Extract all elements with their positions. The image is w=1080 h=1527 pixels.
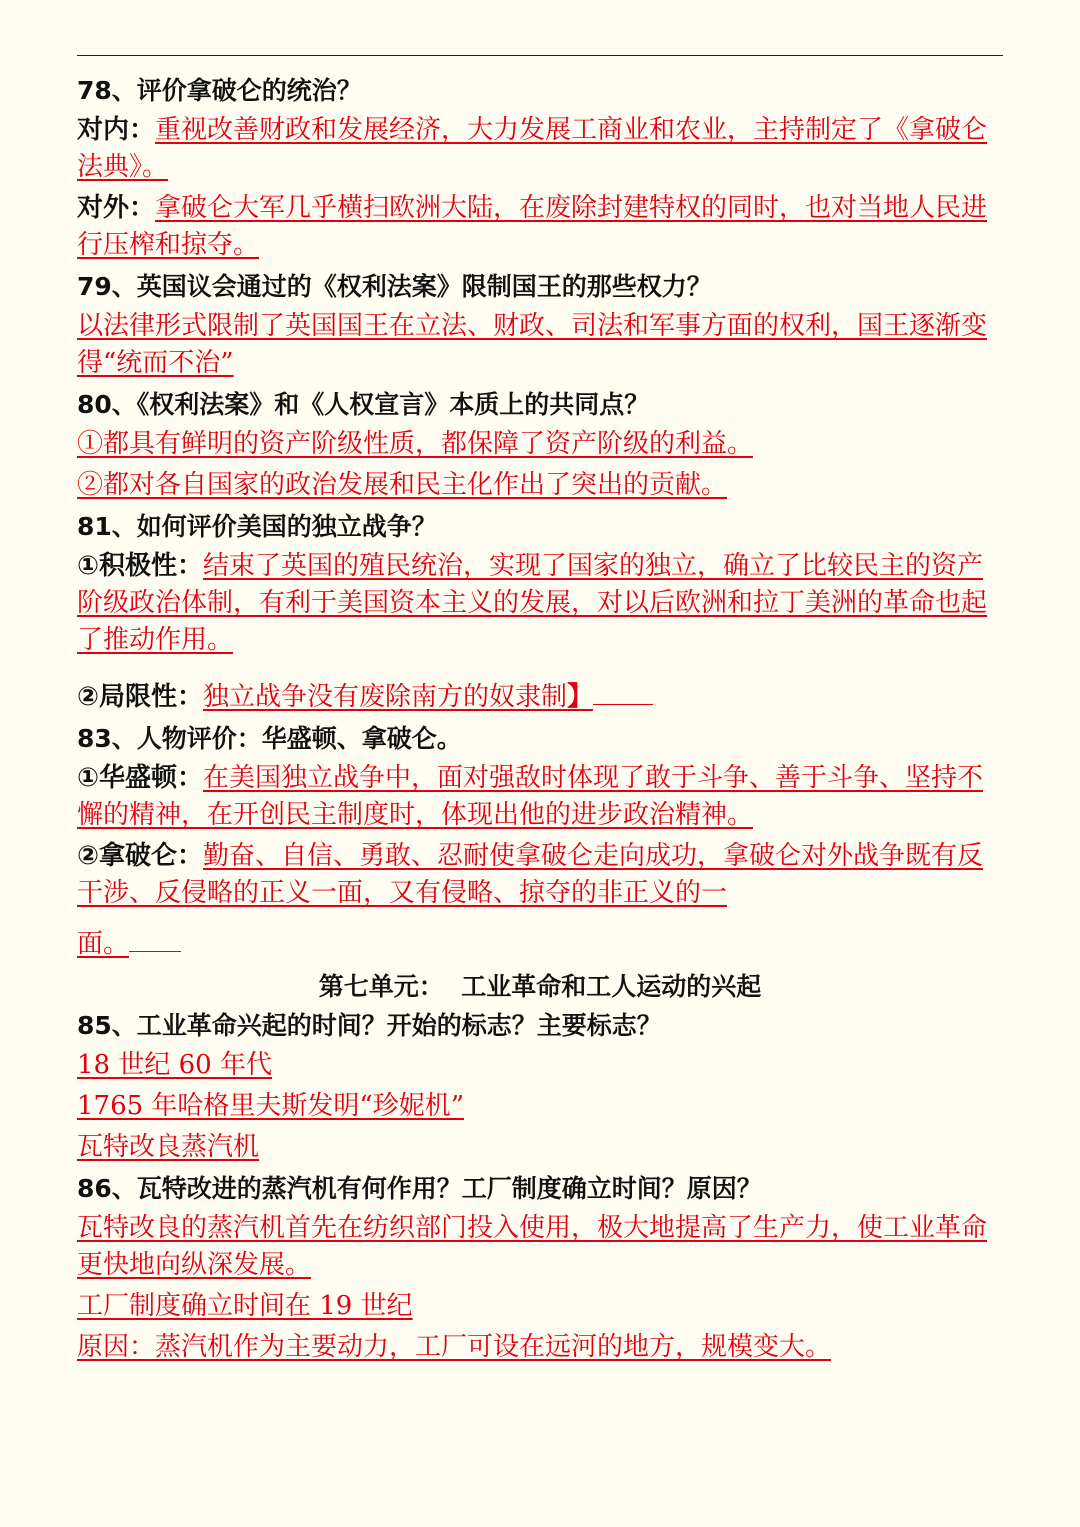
question-80-answer-1: ①都具有鲜明的资产阶级性质，都保障了资产阶级的利益。 (77, 429, 754, 459)
question-85-answer-main: 瓦特改良蒸汽机 (77, 1132, 260, 1162)
napoleon-answer: 勤奋、自信、勇敢、忍耐使拿破仑走向成功，拿破仑对外战争既有反干涉、反侵略的正义一面，又有侵略、掠夺的非正义的一 (77, 841, 984, 908)
outer-answer: 拿破仑大军几乎横扫欧洲大陆，在废除封建特权的同时，也对当地人民进行压榨和掠夺。 (77, 193, 988, 260)
top-divider (77, 55, 1003, 56)
unit-7-heading: 第七单元： 工业革命和工人运动的兴起 (318, 972, 762, 1001)
question-83-washington-paragraph (77, 760, 1003, 834)
question-80-answer-2: ②都对各自国家的政治发展和民主化作出了突出的贡献。 (77, 470, 728, 500)
question-78-title: 78、评价拿破仑的统治？ (77, 76, 362, 105)
washington-answer: 在美国独立战争中，面对强敌时体现了敢于斗争、善于斗争、坚持不懈的精神，在开创民主制度时，体现出他的进步政治精神。 (77, 763, 984, 830)
limit-bracket: 】 (567, 682, 594, 712)
question-80-title: 80、《权利法案》和《人权宣言》本质上的共同点？ (77, 390, 650, 419)
napoleon-answer-end: 面。 (77, 929, 130, 959)
question-86-reason-paragraph (77, 1329, 1003, 1366)
question-83-napoleon-ending (77, 926, 1003, 963)
question-81-positive-paragraph (77, 548, 1003, 659)
washington-label: ①华盛顿： (77, 763, 204, 793)
question-78-inner-paragraph (77, 112, 1003, 186)
question-86-title: 86、瓦特改进的蒸汽机有何作用？工厂制度确立时间？原因？ (77, 1174, 762, 1203)
question-85-answer-time: 18 世纪 60 年代 (77, 1050, 272, 1080)
question-83-title: 83、人物评价：华盛顿、拿破仑。 (77, 724, 462, 753)
positive-answer: 结束了英国的殖民统治，实现了国家的独立，确立了比较民主的资产阶级政治体制，有利于美国资本主义的发展，对以后欧洲和拉丁美洲的革命也起了推动作用。 (77, 551, 988, 655)
inner-label: 对内： (77, 115, 156, 145)
question-85-title: 85、工业革命兴起的时间？开始的标志？主要标志？ (77, 1011, 662, 1040)
inner-answer: 重视改善财政和发展经济，大力发展工商业和农业，主持制定了《拿破仑法典》。 (77, 115, 988, 182)
question-81-limit-paragraph (77, 679, 1003, 716)
question-86-effect-paragraph (77, 1210, 1003, 1284)
question-80 (77, 386, 1003, 504)
napoleon-label: ②拿破仑： (77, 841, 204, 871)
question-80-paragraph-1 (77, 426, 1003, 463)
question-85-start-paragraph (77, 1088, 1003, 1125)
question-86-answer-time: 工厂制度确立时间在 19 世纪 (77, 1291, 413, 1321)
limit-label: ②局限性： (77, 682, 204, 712)
question-81-title: 81、如何评价美国的独立战争？ (77, 512, 437, 541)
spacer (77, 663, 1003, 677)
question-81 (77, 508, 1003, 716)
positive-label: ①积极性： (77, 551, 204, 581)
question-78-outer-paragraph (77, 190, 1003, 264)
outer-label: 对外： (77, 193, 156, 223)
question-85-answer-start: 1765 年哈格里夫斯发明“珍妮机” (77, 1091, 465, 1121)
question-86 (77, 1170, 1003, 1366)
question-85-time-paragraph (77, 1047, 1003, 1084)
question-86-answer-reason: 原因：蒸汽机作为主要动力，工厂可设在远河的地方，规模变大。 (77, 1332, 832, 1362)
question-83 (77, 720, 1003, 963)
question-79-answer: 以法律形式限制了英国国王在立法、财政、司法和军事方面的权利，国王逐渐变得“统而不治” (77, 311, 988, 378)
blank-underline (129, 950, 181, 952)
question-85-main-paragraph (77, 1129, 1003, 1166)
question-85 (77, 1007, 1003, 1166)
question-79-paragraph (77, 308, 1003, 382)
question-86-answer-effect: 瓦特改良的蒸汽机首先在纺织部门投入使用，极大地提高了生产力，使工业革命更快地向纵深发展。 (77, 1213, 988, 1280)
question-79 (77, 268, 1003, 382)
question-86-time-paragraph (77, 1288, 1003, 1325)
question-83-napoleon-paragraph (77, 838, 1003, 912)
question-79-title: 79、英国议会通过的《权利法案》限制国王的那些权力？ (77, 272, 712, 301)
question-80-paragraph-2 (77, 467, 1003, 504)
limit-answer: 独立战争没有废除南方的奴隶制 (203, 682, 568, 712)
document-body (77, 72, 1003, 1370)
blank-underline (593, 703, 653, 705)
question-78 (77, 72, 1003, 264)
